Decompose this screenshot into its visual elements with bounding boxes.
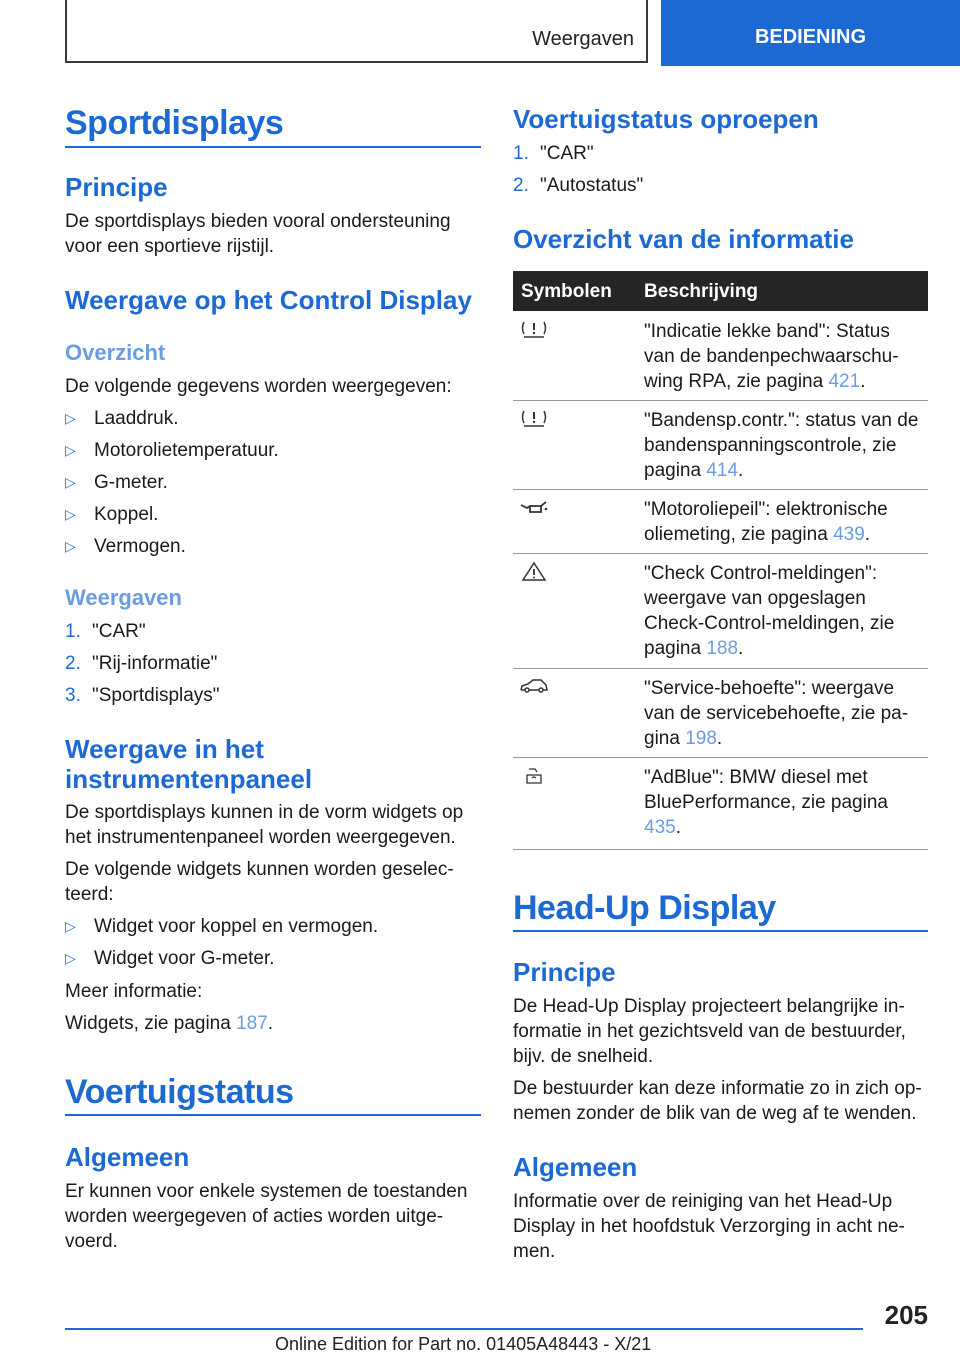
header-section-title: Weergaven [532, 28, 634, 50]
table-header [513, 271, 928, 311]
principe-text: De sportdisplays bieden vooral ondersteuning voor een sportieve rijstijl. [65, 211, 451, 257]
heading-control-display: Weergave op het Control Display [65, 285, 472, 315]
column-header-beschrijving: Beschrijving [644, 281, 759, 302]
warning-triangle-icon [519, 561, 549, 583]
heading-overzicht-informatie: Overzicht van de informatie [513, 224, 854, 254]
heading-rule [513, 930, 928, 932]
car-service-icon [519, 676, 549, 698]
heading-algemeen: Algemeen [65, 1142, 190, 1172]
page-link[interactable]: 435 [644, 817, 676, 838]
header-chapter-tab: BEDIENING [661, 0, 960, 66]
page-link[interactable]: 187 [236, 1013, 268, 1034]
table-row: "Bandensp.contr.": status van de bandenspanningscontrole, zie pagina 414. [513, 400, 928, 490]
page-link[interactable]: 439 [833, 524, 865, 545]
widgets-reference: Widgets, zie pagina 187. [65, 1013, 274, 1034]
heading-rule [65, 146, 481, 148]
oil-can-icon [519, 497, 549, 519]
tire-pressure-monitor-icon [519, 408, 549, 430]
heading-voertuigstatus: Voertuigstatus [65, 1073, 294, 1111]
heading-head-up-display: Head-Up Display [513, 889, 776, 927]
heading-instrumentenpaneel: Weergave in het instrumentenpaneel [65, 734, 313, 794]
instrumenten-text-1: De sportdisplays kunnen in de vorm widgets op het instrumentenpaneel worden weergegeven. [65, 802, 464, 848]
page-header [0, 0, 960, 66]
hud-algemeen-text: Informatie over de reiniging van het Head-Up Display in het hoofdstuk Verzorging in acht nemen. [513, 1191, 905, 1262]
heading-hud-algemeen: Algemeen [513, 1152, 638, 1182]
footer-edition: Online Edition for Part no. 01405A48443 - X/21 [275, 1334, 652, 1354]
heading-hud-principe: Principe [513, 957, 616, 987]
instrumenten-text-2: De volgende widgets kunnen worden geselecteerd: [65, 859, 454, 905]
heading-voertuigstatus-oproepen: Voertuigstatus oproepen [513, 104, 819, 134]
table-row: "Service-behoefte": weergave van de servicebehoefte, zie pagina 198. [513, 668, 928, 758]
bullet-triangle-icon: ▷ [65, 918, 76, 934]
adblue-icon [519, 765, 549, 787]
page-link[interactable]: 198 [685, 728, 717, 749]
table-row: "Check Control-meldingen": weergave van opgeslagen Check-Control-meldingen, zie pagina 188. [513, 553, 928, 669]
heading-overzicht: Overzicht [65, 340, 166, 365]
bullet-triangle-icon: ▷ [65, 950, 76, 966]
bullet-triangle-icon: ▷ [65, 442, 76, 458]
page-link[interactable]: 188 [706, 638, 739, 659]
hud-text-1: De Head-Up Display projecteert belangrijke informatie in het gezichtsveld van de bestuurder, bijv. de snelheid. [513, 996, 906, 1067]
table-row: "AdBlue": BMW diesel met BluePerformance, zie pagina 435. [513, 757, 928, 850]
heading-sportdisplays: Sportdisplays [65, 104, 284, 142]
table-row: "Motoroliepeil": elektronische oliemeting, zie pagina 439. [513, 489, 928, 554]
header-section-box [65, 0, 648, 63]
heading-principe: Principe [65, 172, 168, 202]
overzicht-text: De volgende gegevens worden weergegeven: [65, 376, 452, 397]
footer-rule [65, 1328, 863, 1330]
bullet-triangle-icon: ▷ [65, 410, 76, 426]
table-row: "Indicatie lekke band": Status van de bandenpechwaarschuwing RPA, zie pagina 421. [513, 311, 928, 401]
tire-pressure-warning-icon [519, 319, 549, 341]
bullet-triangle-icon: ▷ [65, 474, 76, 490]
heading-weergaven: Weergaven [65, 585, 182, 610]
algemeen-text: Er kunnen voor enkele systemen de toestanden worden weergegeven of acties worden uitgevoerd. [65, 1181, 468, 1252]
column-header-symbolen: Symbolen [521, 281, 612, 302]
bullet-triangle-icon: ▷ [65, 506, 76, 522]
heading-rule [65, 1114, 481, 1116]
bullet-triangle-icon: ▷ [65, 538, 76, 554]
hud-text-2: De bestuurder kan deze informatie zo in zich opnemen zonder de blik van de weg af te wenden. [513, 1078, 922, 1124]
page-number: 205 [884, 1300, 928, 1330]
meer-informatie-label: Meer informatie: [65, 981, 203, 1002]
page-link[interactable]: 414 [706, 460, 739, 481]
page-link[interactable]: 421 [828, 371, 861, 392]
